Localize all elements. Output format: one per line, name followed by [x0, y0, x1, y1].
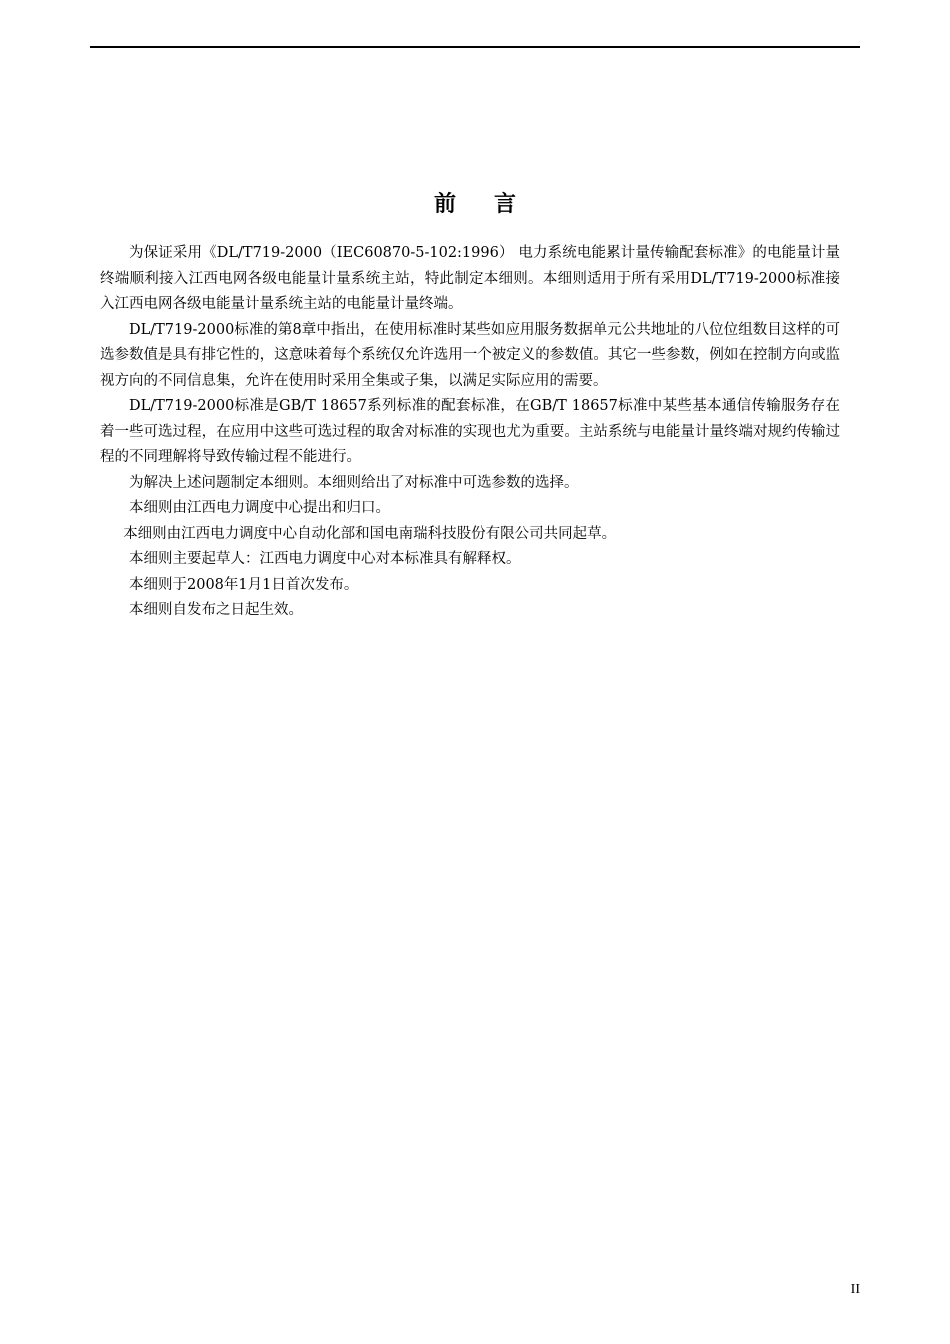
page-title: 前言 — [433, 192, 554, 217]
paragraph-main-drafter: 本细则主要起草人：江西电力调度中心对本标准具有解释权。 — [129, 551, 521, 567]
paragraph-drafters: 本细则由江西电力调度中心自动化部和国电南瑞科技股份有限公司共同起草。 — [123, 525, 617, 542]
page-number: II — [850, 1282, 860, 1297]
paragraph-release-date: 本细则于2008年1月1日首次发布。 — [129, 576, 359, 593]
paragraph-proposer: 本细则由江西电力调度中心提出和归口。 — [129, 500, 390, 516]
paragraph-purpose: 为解决上述问题制定本细则。本细则给出了对标准中可选参数的选择。 — [129, 474, 579, 491]
body-text — [100, 241, 840, 624]
paragraph-scope: 为保证采用《DL/T719-2000（IEC60870-5-102:1996） 电力系统电能累计量传输配套标准》的电能量计量终端顺利接入江西电网各级电能量计量系统主站，特此制定本细则。本细则适用于所有采用DL/T719-2000标准接入江西电网各级电能量计量系统主站的电能量计量终端。 — [100, 245, 840, 312]
paragraph-optional-parameters: DL/T719-2000标准的第8章中指出，在使用标准时某些如应用服务数据单元公共地址的八位位组数目这样的可选参数值是具有排它性的，这意味着每个系统仅允许选用一个被定义的参数值。其它一些参数，例如在控制方向或监视方向的不同信息集，允许在使用时采用全集或子集，以满足实际应用的需要。 — [100, 321, 840, 389]
header-rule — [90, 46, 860, 48]
paragraph-companion-standard: DL/T719-2000标准是GB/T 18657系列标准的配套标准，在GB/T 18657标准中某些基本通信传输服务存在着一些可选过程，在应用中这些可选过程的取舍对标准的实现也尤为重要。主站系统与电能量计量终端对规约传输过程的不同理解将导致传输过程不能进行。 — [100, 398, 840, 465]
paragraph-effective: 本细则自发布之日起生效。 — [129, 602, 303, 618]
